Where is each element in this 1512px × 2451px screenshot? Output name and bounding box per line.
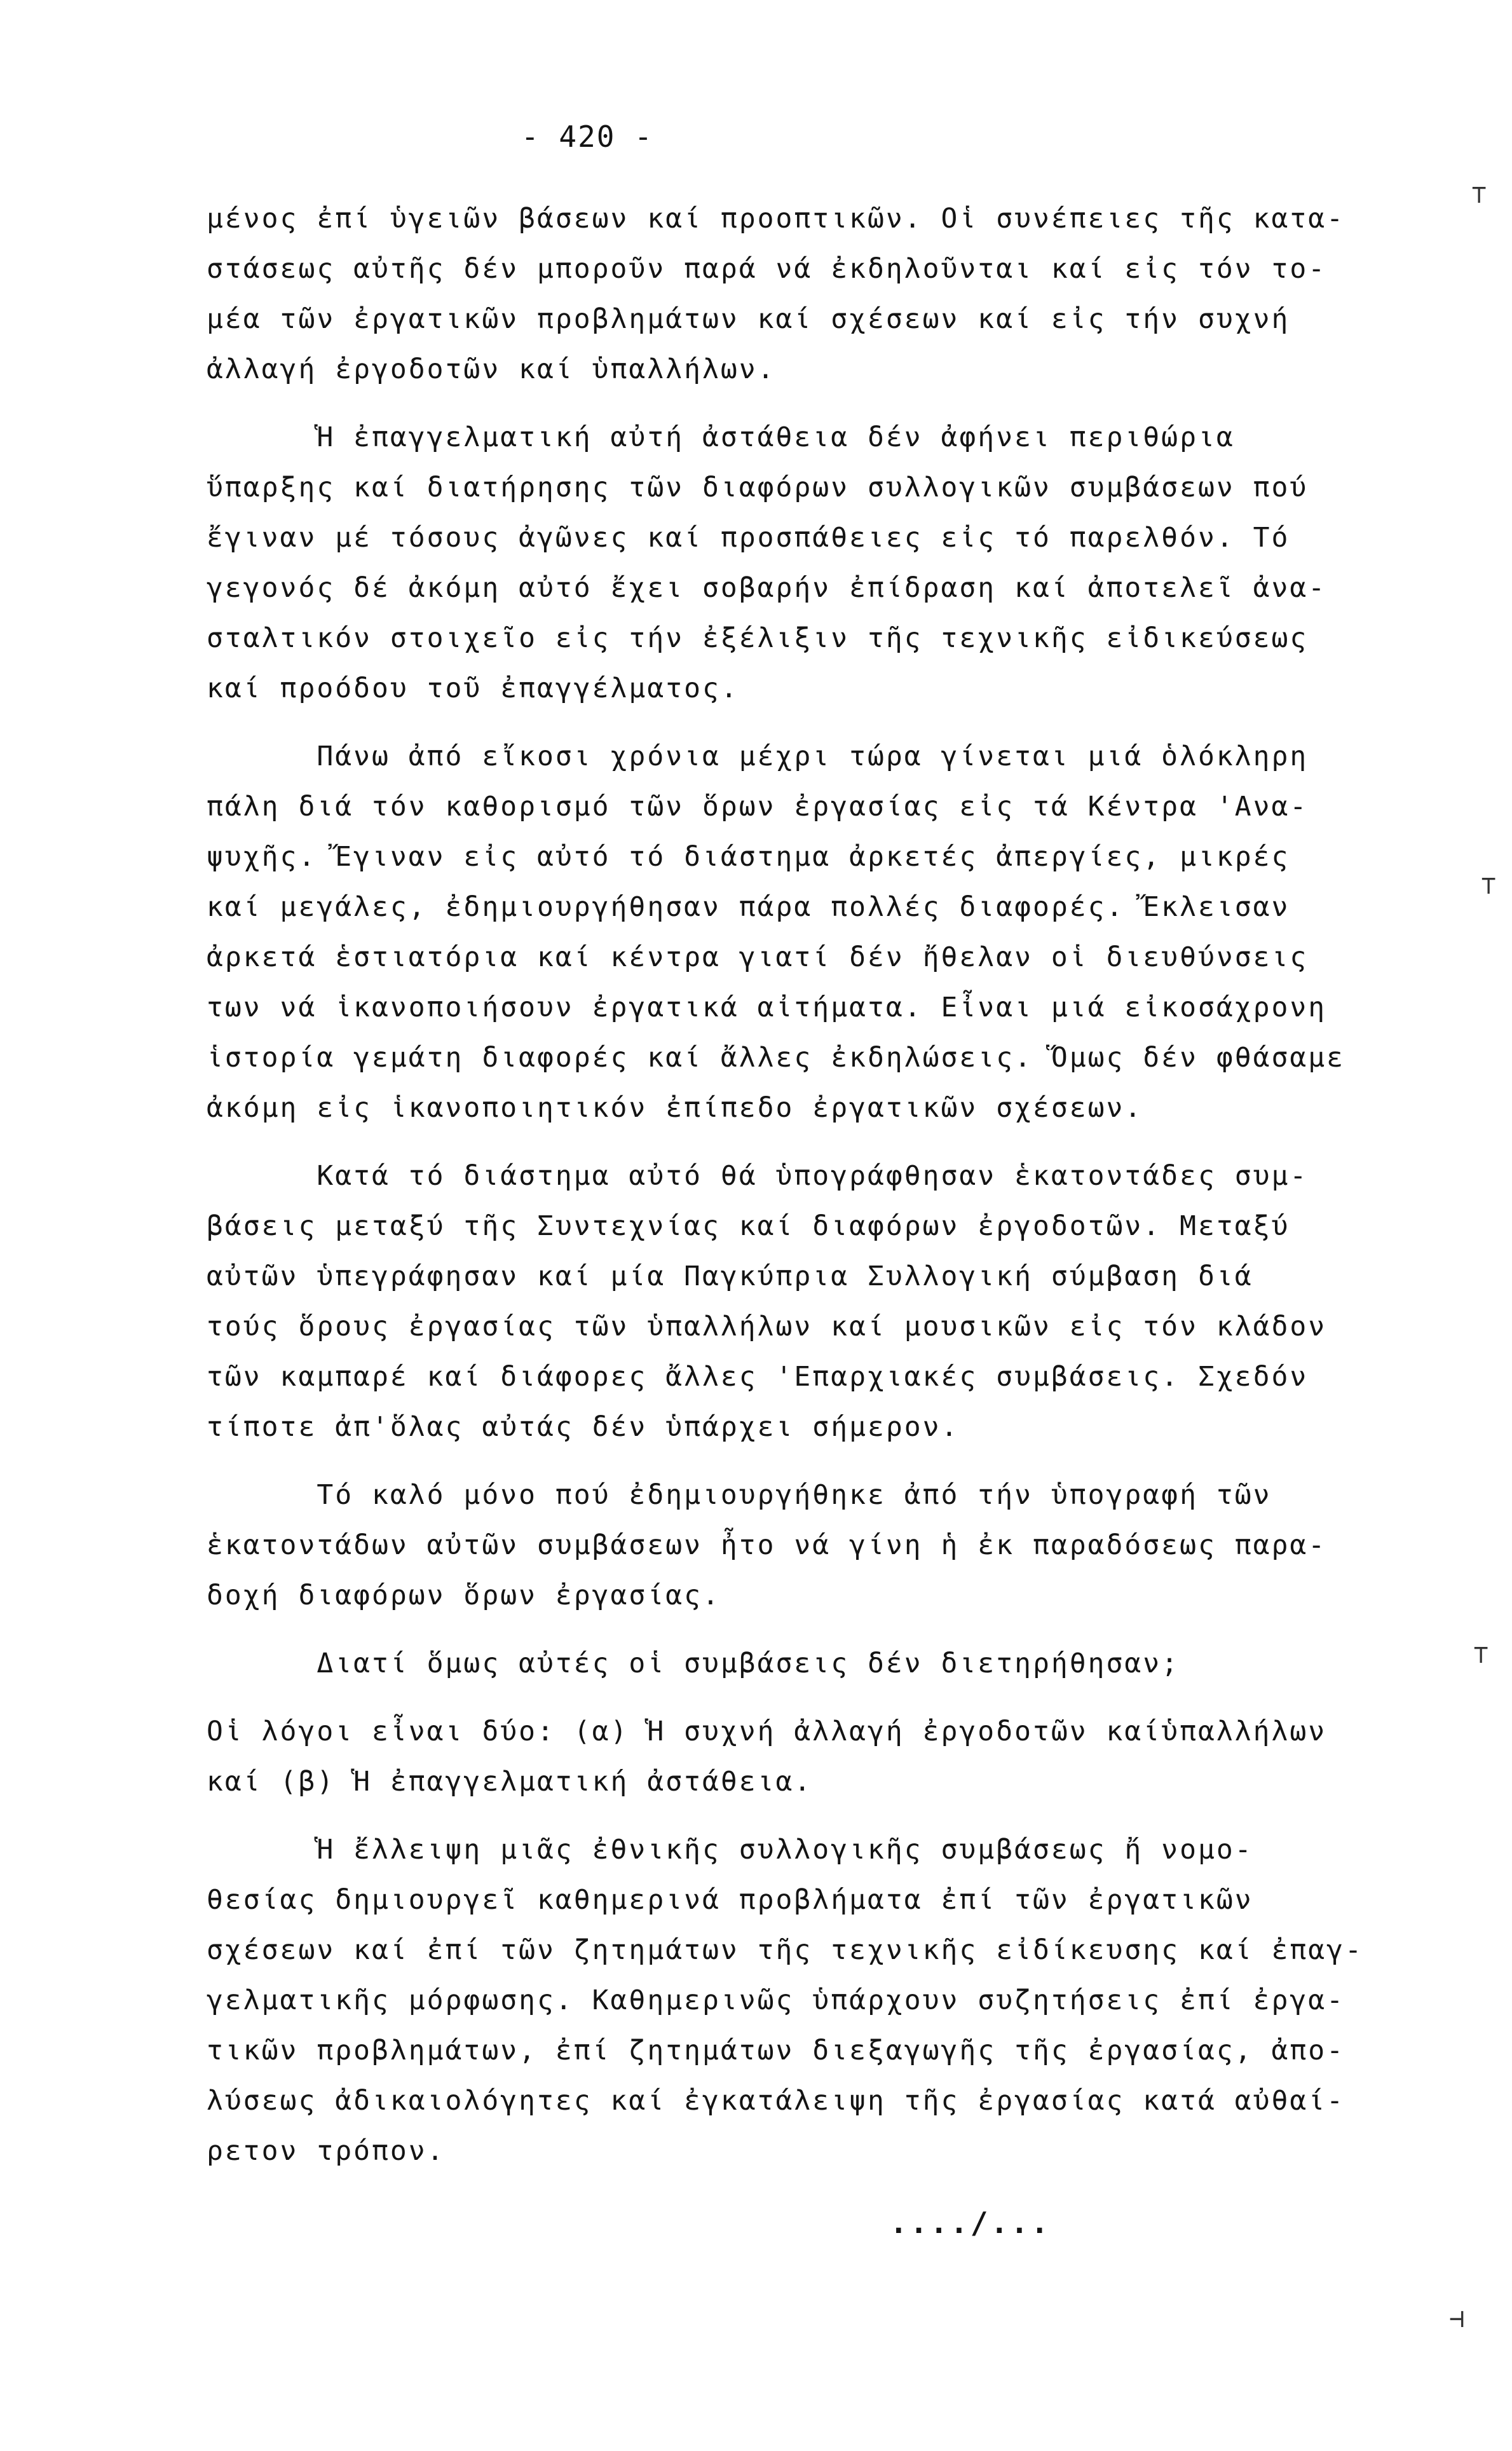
text-line: ἔγιναν μέ τόσους ἀγῶνες καί προσπάθειες εἰς τό παρελθόν. Τό xyxy=(207,522,1290,554)
text-line: καί προόδου τοῦ ἐπαγγέλματος. xyxy=(207,672,739,704)
body-text xyxy=(207,194,1363,2176)
text-line: Τό καλό μόνο πού ἐδημιουργήθηκε ἀπό τήν ὑπογραφή τῶν xyxy=(207,1479,1272,1511)
text-line: ρετον τρόπον. xyxy=(207,2135,446,2167)
text-line: στάσεως αὐτῆς δέν μποροῦν παρά νά ἐκδηλοῦνται καί εἰς τόν το- xyxy=(207,253,1327,285)
text-line: ὕπαρξης καί διατήρησης τῶν διαφόρων συλλογικῶν συμβάσεων πού xyxy=(207,472,1309,503)
text-line: μέα τῶν ἐργατικῶν προβλημάτων καί σχέσεων καί εἰς τήν συχνή xyxy=(207,303,1290,335)
page-number: - 420 - xyxy=(521,119,653,154)
text-line: δοχή διαφόρων ὅρων ἐργασίας. xyxy=(207,1580,721,1611)
text-line: τῶν καμπαρέ καί διάφορες ἄλλες 'Επαρχιακές συμβάσεις. Σχεδόν xyxy=(207,1361,1309,1393)
text-line: ἑκατοντάδων αὐτῶν συμβάσεων ἦτο νά γίνη ἡ ἐκ παραδόσεως παρα- xyxy=(207,1529,1327,1561)
text-line: σταλτικόν στοιχεῖο εἰς τήν ἐξέλιξιν τῆς τεχνικῆς εἰδικεύσεως xyxy=(207,622,1309,654)
text-line: βάσεις μεταξύ τῆς Συντεχνίας καί διαφόρων ἐργοδοτῶν. Μεταξύ xyxy=(207,1210,1290,1242)
margin-tick-mark: ⊤ xyxy=(1471,180,1487,209)
paragraph-gap xyxy=(207,1689,1287,1707)
paragraph xyxy=(207,1639,1287,1689)
text-line: καί μεγάλες, ἐδημιουργήθησαν πάρα πολλές διαφορές. Ἔκλεισαν xyxy=(207,891,1290,923)
text-line: τίποτε ἀπ'ὅλας αὐτάς δέν ὑπάρχει σήμερον. xyxy=(207,1411,960,1443)
text-line: Οἱ λόγοι εἶναι δύο: (α) Ἡ συχνή ἀλλαγή ἐργοδοτῶν καίὑπαλλήλων xyxy=(207,1716,1327,1747)
text-line: ἀλλαγή ἐργοδοτῶν καί ὑπαλλήλων. xyxy=(207,353,776,385)
paragraph xyxy=(207,1825,1363,2176)
text-line: τικῶν προβλημάτων, ἐπί ζητημάτων διεξαγωγῆς τῆς ἐργασίας, ἀπο- xyxy=(207,2035,1345,2066)
text-line: πάλη διά τόν καθορισμό τῶν ὅρων ἐργασίας εἰς τά Κέντρα 'Ανα- xyxy=(207,791,1309,823)
text-line: Διατί ὅμως αὐτές οἱ συμβάσεις δέν διετηρήθησαν; xyxy=(207,1648,1180,1679)
text-line: γελματικῆς μόρφωσης. Καθημερινῶς ὑπάρχουν συζητήσεις ἐπί ἐργα- xyxy=(207,1984,1345,2016)
text-line: αὐτῶν ὑπεγράφησαν καί μία Παγκύπρια Συλλογική σύμβαση διά xyxy=(207,1260,1253,1292)
text-line: Πάνω ἀπό εἴκοσι χρόνια μέχρι τώρα γίνεται μιά ὁλόκληρη xyxy=(207,741,1309,772)
paragraph xyxy=(207,1151,1327,1452)
paragraph xyxy=(207,413,1327,714)
text-line: καί (β) Ἡ ἐπαγγελματική ἀστάθεια. xyxy=(207,1766,813,1798)
paragraph xyxy=(207,194,1345,395)
text-line: Κατά τό διάστημα αὐτό θά ὑπογράφθησαν ἑκατοντάδες συμ- xyxy=(207,1160,1309,1192)
text-line: θεσίας δημιουργεῖ καθημερινά προβλήματα ἐπί τῶν ἐργατικῶν xyxy=(207,1884,1253,1916)
text-line: σχέσεων καί ἐπί τῶν ζητημάτων τῆς τεχνικῆς εἰδίκευσης καί ἐπαγ- xyxy=(207,1934,1363,1966)
margin-tick-mark: ⊤ xyxy=(1481,871,1497,900)
text-line: ψυχῆς. Ἔγιναν εἰς αὐτό τό διάστημα ἀρκετές ἀπεργίες, μικρές xyxy=(207,841,1290,873)
paragraph-gap xyxy=(207,1133,1287,1151)
paragraph-gap xyxy=(207,395,1287,413)
text-line: τούς ὅρους ἐργασίας τῶν ὑπαλλήλων καί μουσικῶν εἰς τόν κλάδον xyxy=(207,1311,1327,1342)
paragraph-gap xyxy=(207,1807,1287,1825)
paragraph xyxy=(207,732,1345,1133)
text-line: λύσεως ἀδικαιολόγητες καί ἐγκατάλειψη τῆς ἐργασίας κατά αὐθαί- xyxy=(207,2085,1345,2117)
text-line: Ἡ ἔλλειψη μιᾶς ἐθνικῆς συλλογικῆς συμβάσεως ἤ νομο- xyxy=(207,1834,1253,1866)
margin-tick-mark: ⊣ xyxy=(1449,2304,1465,2333)
text-line: γεγονός δέ ἀκόμη αὐτό ἔχει σοβαρήν ἐπίδραση καί ἀποτελεῖ ἀνα- xyxy=(207,572,1327,604)
margin-tick-mark: ⊤ xyxy=(1473,1640,1489,1669)
continuation-mark: ..../... xyxy=(890,2206,1051,2240)
text-line: Ἡ ἐπαγγελματική αὐτή ἀστάθεια δέν ἀφήνει περιθώρια xyxy=(207,421,1235,453)
text-line: των νά ἱκανοποιήσουν ἐργατικά αἰτήματα. Εἶναι μιά εἰκοσάχρονη xyxy=(207,992,1327,1023)
text-line: ἀρκετά ἑστιατόρια καί κέντρα γιατί δέν ἤθελαν οἱ διευθύνσεις xyxy=(207,941,1309,973)
paragraph-gap xyxy=(207,714,1287,732)
paragraph-gap xyxy=(207,1621,1287,1639)
text-line: ἱστορία γεμάτη διαφορές καί ἄλλες ἐκδηλώσεις. Ὅμως δέν φθάσαμε xyxy=(207,1042,1345,1074)
text-line: ἀκόμη εἰς ἱκανοποιητικόν ἐπίπεδο ἐργατικῶν σχέσεων. xyxy=(207,1092,1143,1124)
paragraph xyxy=(207,1707,1327,1807)
paragraph xyxy=(207,1470,1327,1621)
text-line: μένος ἐπί ὑγειῶν βάσεων καί προοπτικῶν. Οἱ συνέπειες τῆς κατα- xyxy=(207,203,1345,235)
paragraph-gap xyxy=(207,1452,1287,1470)
